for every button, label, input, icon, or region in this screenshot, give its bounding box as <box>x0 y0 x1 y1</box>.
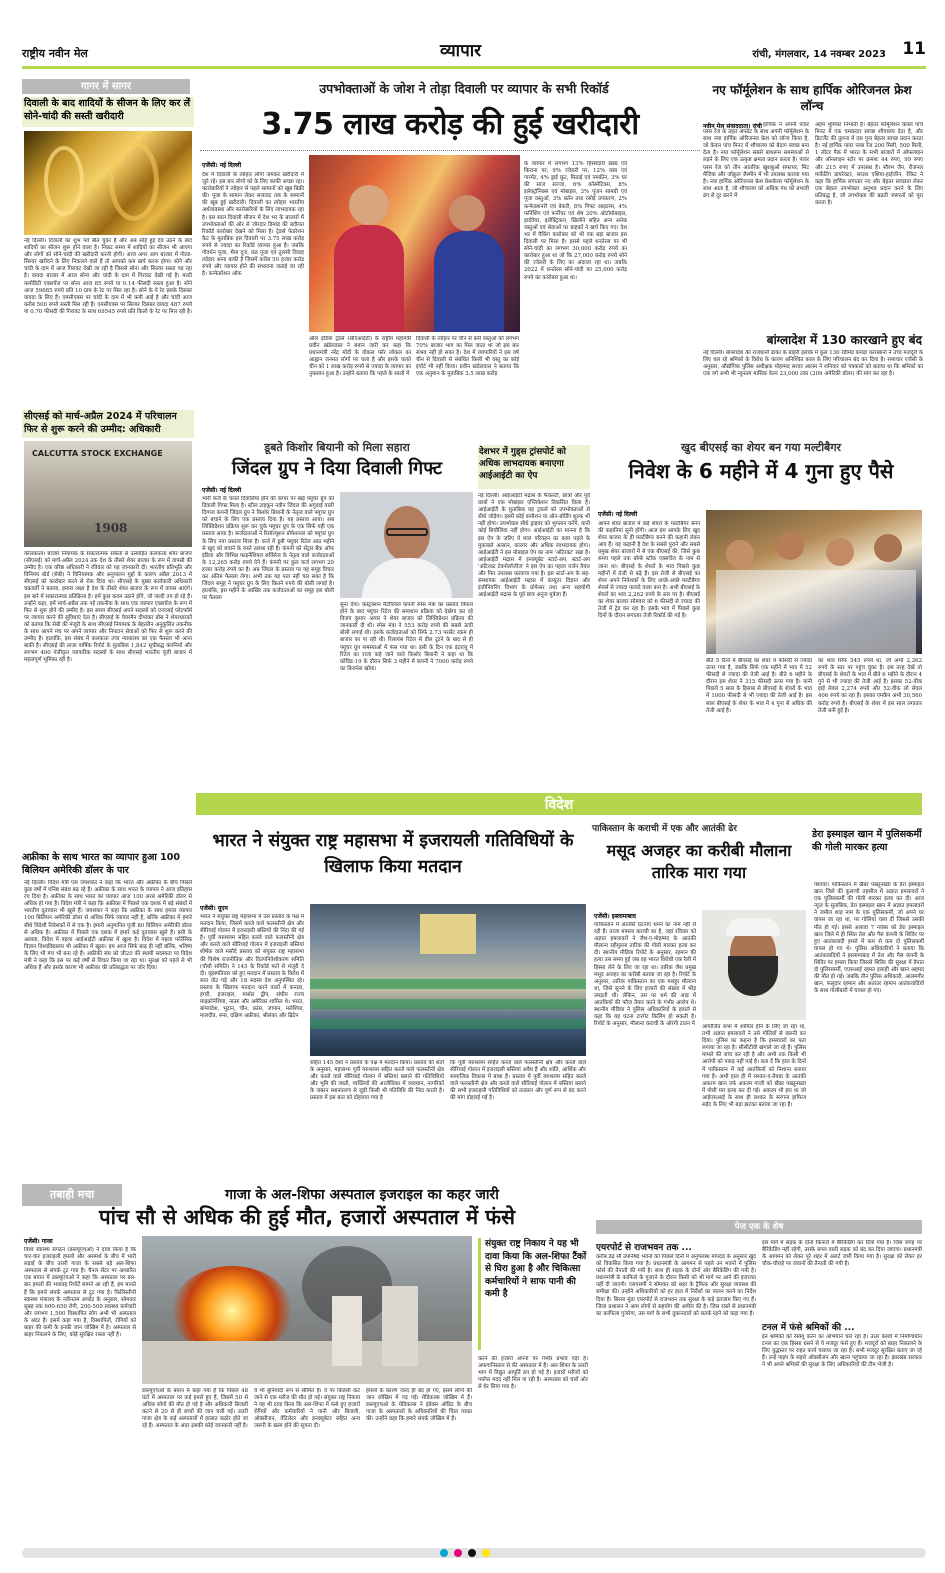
main-col-4: के व्यापार में लगभग 13% हिस्सेदारी खाद्य एवं किराना पर, 9% ज्वेलरी पर, 12% वस्त्र एवं गारमेंट, 4% ड्राई फ्रूट, मिठाई एवं नमकीन, 3% घर की साज सज्जा, 6% कॉस्मेटिक्स, 8% इलेक्ट्रॉनिक्स एवं मोबाइल, 3% पूजन सामग्री एवं पूजा वस्तुओं, 3% बर्तन तथा रसोई उपकरण, 2% कन्फेक्शनरी एवं बेकरी, 8% गिफ्ट आइटम्स, 4% फर्निशिंग एवं फर्नीचर एवं शेष 20% ऑटोमोबाइल, हार्डवेयर, इलेक्ट्रिकल, खिलौने सहित अन्य अनेक वस्तुओं एवं सेवाओं पर ग्राहकों ने खर्च किए गए। देश भर में पैकिंग कारोबार को भी एक बड़ा बाजार इस दिवाली पर मिला है। इससे पहले धनतेरस पर भी सोने-चांदी का लगभग 30,000 करोड़ रुपये का कारोबार हुआ था जो कि 27,000 करोड़ रुपये सोने की ज्वेलरी के लिए का अंदाजा रहा था। जबकि 2022 में धनतेरस सोने-चांदी का 25,000 करोड़ रुपये का कारोबार हुआ था। <box>524 161 627 281</box>
main-headline: 3.75 लाख करोड़ की हुई खरीदारी <box>261 107 639 142</box>
dera-body: पेशावर। पाकिस्तान में खैबर पख्तूनख्वा के डेरा इस्माइल खान जिले की कुलाची तहसील में अज्ञात हमलावरों ने एक पुलिसकर्मी की गोली मारकर हत्या कर दी। आज न्यूज के मुताबिक, डेरा इस्माइल खान में अज्ञात हमलावरों ने जमील शाह नाम के एक पुलिसकर्मी, जो अपने घर वापस जा रहा था, पर गोलियां चला दीं जिससे उसकी मौत हो गई। इससे अलावा 7 नवंबर को डेरा इस्माइल खान जिले में ही स्थित तेल और गैस कंपनी के शिविर पर हुए आतंकवादी हमले में कम से कम दो पुलिसकर्मी घायल हो गए थे। पुलिस अधिकारियों ने बताया कि आतंकवादियों ने इस्लामाबाद में तेल और गैस कंपनी के शिविर पर हमला किया जिससे शिविर की सुरक्षा में तैनात दो पुलिसकर्मी, एएसआई रहमत इलाही और खान अहमद की मौत हो गई। जबकि तीन पुलिस अधिकारी, आलमगीर खान, फलूदार रहमान और अताउर रहमान आतंकवादियों के साथ गोलीबारी में घायल हो गए। <box>814 882 924 995</box>
tabahi-tag: तबाही मचा <box>22 1184 122 1206</box>
bangladesh-body: नई दिल्ली। बांग्लादेश की राजधानी ढाका के बाहरी इलाके में कुल 130 रेडीमेड कपड़ा कारखानों ने उच्च मजदूरी के लिए चल रहे श्रमिकों के विरोध के कारण अनिश्चित काल के लिए परिचालन बंद कर दिया है। समाचार एजेंसी के अनुसार, औद्योगिक पुलिस अधीक्षक मोहम्मद सरवर आलम ने शनिवार को पत्रकारों को बताया था कि श्रमिकों का एक वर्ग अभी भी न्यूनतम मासिक वेतन 23,000 टका (209 अमेरिकी डॉलर) की मांग कर रहा है। <box>703 350 923 378</box>
gaza-title: पांच सौ से अधिक की हुई मौत, हजारों अस्पताल में फंसे <box>99 1205 515 1229</box>
goods-title: देशभर में गुड्स ट्रांसपोर्ट को अधिक लाभदायक बनाएगा आईआईटी का ऐप <box>478 445 590 489</box>
cse-sign-text: CALCUTTA STOCK EXCHANGE <box>32 449 163 458</box>
airport-story-title: एयरपोर्ट से राजभवन तक ... <box>596 1243 692 1253</box>
cse-story-body: कोलकाता। बाजार नियामक के सकारात्मक संकेतों से उत्साहित कलकत्ता शेयर बाजार (सीएसई) को मार्च-अप्रैल 2024 तक देश के तीसरे शेयर बाजार के रूप में वापसी की उम्मीद है। एक वरिष्ठ अधिकारी ने रविवार को यह जानकारी दी। भारतीय प्रतिभूति और विनिमय बोर्ड (सेबी) ने विनियामक और अनुपालन मुद्दों के कारण अप्रैल 2013 में सीएसई को कारोबार करने से रोक दिया था। सीएसई के मुख्य कार्यकारी अधिकारी चक्रवर्ती ने बताया, हमारा लक्ष्य है देश के तीसरे शेयर बाजार के रूप में वापस आएंगे। इस बारे में सकारात्मक प्रतिक्रिया है। हमें कुछ कदम उठाने होंगे, जो जल्दी तय हो रहे हैं। उन्होंने कहा, हमें मार्च-अप्रैल तक नई तकनीक के साथ एक व्यापार एक्सचेंज के रूप में फिर से शुरू होने की उम्मीद है। इस समय सीएसई अपने सदस्यों को एनएसई प्लेटफॉर्म पर व्यापार करने की सुविधाएं देता है। सीएसई के चेयरमैन दीपांकर बोस ने शेयरधारकों को बताया कि सेबी की मंजूरी के साथ सीएसई नियामक के बेहतरीन अनुकूलित तकनीक के साथ आपने मंच पर अपने व्यापार और निपटान सेवाओं को फिर से शुरू करने की उम्मीद है। हालांकि, इस संबंध में कलकत्ता उच्च न्यायालय का एक फैसला भी आना बाकी है। सीएसई की ताजा वार्षिक रिपोर्ट के मुताबिक 1,842 सूचीबद्ध कंपनियों और लगभग 400 पंजीकृत व्यापारिक सदस्यों के साथ सीएसई भारतीय पूंजी बाजार में महत्वपूर्ण भूमिका रही है। <box>24 551 192 664</box>
cyan-mark <box>440 1549 448 1557</box>
masood-tariq-photo <box>702 910 806 1020</box>
yellow-mark <box>482 1549 490 1557</box>
jindal-col-2: सुना देगा। कंस्ट्रक्शन मैटीरियल कंपनी स्पेस मंत्रा का प्रस्ताव विफल होने के बाद फ्यूचर रिटेल की समाधान प्रक्रिया को देखेगा कर रहे विजय कुमार अय्यर ने शेयर बाजार को लिक्विडेशन प्रक्रिया की जानकारी दी थी। स्पेस मंत्रा ने 553 करोड़ रुपये की सबसे ऊंची बोली लगाई थी। इसके कर्जदाताओं को सिर्फ 2.73 परसेंट रकम ही बाजार का पा रही थी। रिलायंस रिटेल से डील टूटने के बाद से ही फ्यूचर ग्रुप समस्याओं में फंस गया था। इसी के दिन एक इंटरव्यू में रिटेल का राजा कहे जाने वाले किशोर बियानी ने कहा था कि कोविड-19 के दौरान सिर्फ 3 महीने में कंपनी ने 7000 करोड़ रुपये का बिजनेस खोया। <box>340 602 473 672</box>
main-byline: एजेंसी। नई दिल्ली <box>202 162 242 169</box>
tunnel-story-title: टनल में फंसे श्रमिकों की ... <box>762 1323 855 1333</box>
bse-celebration-photo <box>706 510 922 654</box>
paper-name: राष्ट्रीय नवीन मेल <box>22 47 88 60</box>
bse-title: निवेश के 6 महीने में 4 गुना हुए पैसे <box>628 459 894 483</box>
shesh-tag: पेज एक के शेष <box>596 1220 922 1234</box>
gaza-explosion-photo <box>142 1236 472 1384</box>
gaza-pullquote: संयुक्त राष्ट्र निकाय ने यह भी दावा किया कि अल-शिफा टैंकों से घिरा हुआ है और चिकित्सा कर्मचारियों ने साफ पानी की कमी है <box>478 1238 588 1350</box>
jindal-col-1: भारी कर्ज के चलते दिवालिया होने की कगार पर खड़े फ्यूचर ग्रुप को दिवाली गिफ्ट मिला है। स्टील टाइकून नवीन जिंदल की अगुवाई वाली दिग्गज कंपनी जिंदल ग्रुप ने किशोर बियानी के नेतृत्व वाले फ्यूचर ग्रुप को बचाने के लिए एक प्रस्ताव दिया है। यह प्रस्ताव आया। अब लिक्विडेशन प्रक्रिया शुरू कर चुके फ्यूचर ग्रुप के एक सिर्फ यही एक प्रस्ताव आया है। कर्जदाताओं ने रिसॉल्यूशन प्रोफेशनल को फ्यूचर ग्रुप के लिए नया प्रस्ताव मिला है। कर्ज में डूबी फ्यूचर रिटेल आठ महीने से खुद को बचाने के रास्ते तलाश रही है। कंपनी को सेंट्रल बैंक ऑफ इंडिया और विभिन्न फाइनेंशियल सर्विसेज के नेतृत्व वाले कर्जदाताओं के 12,265 करोड़ रुपये देने हैं। कंपनी पर कुल कर्ज लगभग 20 हजार करोड़ रुपये का है। अब जिंदल के प्रस्ताव पर यह समूह विचार कर अंतिम फैसला लेगा। अभी तक यह पता नहीं चल सका है कि जिंदल समूह ने फ्यूचर ग्रुप के लिए कितने रुपये की बोली लगाई है। हालांकि, इस महीने के आखिर तक कर्जदाताओं का समूह इस बोली पर फैसला <box>202 496 334 602</box>
tunnel-story-body: इन श्रमिकों को रेस्क्यू करने का अभियान चल रहा है। उत्तर काशी में निर्माणाधीन टनल का एक हिस्सा धंसने से ये मजदूर फंसे हुए हैं। मजदूरों को बाहर निकालने के लिए युद्धस्तर पर राहत कार्य चलाया जा रहा है। सभी मजदूर सुरक्षित बताए जा रहे हैं। उन्हें पाइप के सहारे ऑक्सीजन और खाना पहुंचाया जा रहा है। झारखंड सरकार ने भी अपने श्रमिकों की सुरक्षा के लिए अधिकारियों की टीम भेजी है। <box>762 1334 922 1369</box>
bse-col-1: आपने शेयर बाजार में कई शेयरों के मल्टीबैगर बनने की कहानियां सुनी होंगी। आज हम आपके लिए खुद शेयर बाजार के ही मल्टीबैगर बनने की कहानी लेकर आए हैं। यह कहानी है देश के सबसे पुराने और सबसे प्रमुख शेयर बाजारों में से एक बीएसई की, जिसे कुछ समय पहले तक बॉम्बे स्टॉक एक्सचेंज के नाम से जाना था। बीएसई के शेयरों के भाव पिछले कुछ महीनों में तेजी से बढ़े हैं। इस तेजी से बीएसई का शेयर अपने निवेशकों के लिए अच्छे-अच्छे मल्टीबैगर शेयर्स से ज्यादा फायदे वाला बना है। अभी बीएसई के शेयरों का भाव 2,262 रुपये के स्तर पर है। बीएसई का शेयर बाजार सोमवार को 6 फीसदी से ज्यादा की तेजी में ट्रेड कर रहा है। इसके भाव में पिछले कुछ दिनों के दौरान लगातार तेजी रिकॉर्ड की गई है। <box>598 521 700 620</box>
bse-byline: एजेंसी। नई दिल्ली <box>598 511 638 518</box>
gaza-byline: एजेंसी। गाजा <box>24 1238 53 1245</box>
main-col-1: देश में दिवाली के त्योहार लोगों जमकर खरीदारी में जुटे रहे। इस बार लोगों को के लिए काफी अच्छा रहा। कारोबारियों ने त्योहार से पहले सामानों को खूब बिक्री की। पूजा के सामान लेकर सजावट तक के सामानों की खूब हुई खरीदारी। दिवाली का त्योहार भारतीय अर्थव्यवस्था और कारोबारियों के लिए लाभदायक रहा है। इस साल दिवाली सीजन में देश भर के बाजारों में उपभोक्ताओं की ओर से जोरदार डिमांड की बदौलत रिकॉर्ड कारोबार देखने को मिला है। ट्रेडर्स फेडरेशन कैट के मुताबिक इस दिवाली पर 3.75 लाख करोड़ रुपये से ज्यादा का रिकॉर्ड व्यापार हुआ है। जबकि गोवर्धन पूजा, भैया दूज, छठ पूजा एवं तुलसी विवाह त्योहार आना बाकी है जिसमें करीब 50 हजार करोड़ रुपये और व्यापार होने की संभावना जताई जा रही है। कन्फेडरेशन ऑफ <box>202 172 304 278</box>
un-col-3: कि पूर्वी यरुशलम सहित कब्जे वाले फलस्तीनी क्षेत्र और कब्जे वाले सीरियाई गोलान में इजराइली बस्तियां अवैध हैं और शांति, आर्थिक और सामाजिक विकास में बाधा हैं। प्रस्ताव में पूर्वी यरुशलम सहित कब्जे वाले फलस्तीनी क्षेत्र और कब्जे वाले सीरियाई गोलान में बस्तियां बसाने की सभी इजराइली गतिविधियों को तत्काल और पूर्ण रूप से बंद करने की मांग दोहराई गई है। <box>450 1060 586 1102</box>
videsh-label: विदेश <box>544 797 574 813</box>
gagar-tag: गागर में सागर <box>22 79 190 94</box>
top-banner: उपभोक्ताओं के जोश ने तोड़ा दिवाली पर व्यापार के सभी रिकॉर्ड <box>319 81 609 96</box>
section-name: व्यापार <box>440 41 482 61</box>
harpic-col-2: अहम भूमिका निभाती है। बेहतर फॉर्मूलेशन केवल पांच मिनट में एक चमकदार स्वच्छ शौचालय देता है, और डिटर्जेंट की तुलना में दस गुना बेहतर स्वच्छ प्रदान करता है। नई हार्पिक पावर प्लस रेंज 200 मिली, 500 मिली, 1 लीटर पैक में भारत के सभी बाजारों में ऑफलाइन और ऑनलाइन स्टोर पर क्रमशः 44 रुपए, 99 रुपए और 215 रुपए में उपलब्ध है। सौरभ जैन, रीजनल मार्केटिंग डायरेक्टर, साउथ एशिया-हाईजीन, रेकिट ने कहा कि हार्पिक लगातार नए और बेहतर स्वच्छता लेकर एक बेहतर उपभोक्ता अनुभव प्रदान करने के लिए प्रतिबद्ध है, जो उपभोक्ता की बढ़ती जरूरतों को पूरा करता है। <box>815 122 923 207</box>
jindal-title: जिंदल ग्रुप ने दिया दिवाली गिफ्ट <box>231 458 443 479</box>
black-mark <box>468 1549 476 1557</box>
registration-marks <box>440 1548 500 1558</box>
goods-body: नई दिल्ली। आईआईटी मद्रास के फैकल्टी, छात्रों और पूर्व छात्रों ने एक मोबाइल एप्लिकेशन विकसित किया है। आईआईटी के मुताबिक यह ट्रकर्स को उपभोक्ताओं से सीधे जोड़ेगा। इसमें कोई कमीशन या ऑन-बोर्डिंग शुल्क भी नहीं होगा। उपभोक्ता सीधे ड्राइवर को भुगतान करेंगे, यानी कोई बिचौलिया नहीं होगा। आईआईटी का मानना है कि इस ऐप के ज़रिए ये माल परिवहन का काम पहले के मुकाबले आसान, कारगर और अधिक लाभदायक होगा। आईआईटी ने इस मोबाइल ऐप का नाम 'अंटिरक्ट' रखा है। आईआईटी मद्रास में इनक्यूबेट स्टार्ट-अप, स्टार्ट-अप 'अंटिरक्ट टेक्नोलॉजीज' ने इस ऐप का पहला वर्जन तैयार और फिर उपलब्ध करवाया गया है। इस स्टार्ट-अप के सह-संस्थापक आईआईटी मद्रास में कंप्यूटर विज्ञान और इंजीनियरिंग विभाग के प्रोफेसर तथा अन्य सहयोगी आईआईटी मद्रास के पूर्व छात्र अनुज मुत्रेजा हैं। <box>478 493 590 599</box>
gaza-col-2: डब्ल्यूएचओ के बयान में कहा गया है कि पिछले 48 घंटों में अस्पताल पर कई हमले हुए हैं, जिसमें 50 से अधिक लोगों की मौत हो गई है और अधिकारी बिजली कटने से 20 से ही बच्चों की जान चली गई। उत्तरी गाजा क्षेत्र के कई अस्पतालों में हालात कठोर होते जा रहे हैं। अस्पताल के अंदर इसकी कोई जानकारी नहीं है। <box>142 1388 248 1430</box>
airport-story-body: करीब डेढ़ सौ उपनिषद भवनों को पिछले दिनों में अनुपलब्ध मापदंड के अनुसार खुद को विकसित किया गया है। प्रधानमंत्री के आगमन से पहले उन भवनों में पुलिस फोर्स की तैनाती की गयी है। साथ ही सड़क के दोनों ओर बैरिकेडिंग की गयी है। प्रधानमंत्री के काफिले के गुजरने के दौरान किसी को भी मार्ग पर आने की इजाजत नहीं दी जाएगी। एसएसपी ने सोमवार को शहर के ट्रैफिक और सुरक्षा व्यवस्था की समीक्षा की। उन्होंने अधिकारियों को हर हाल में निर्देशों का पालन करने का निर्देश दिया है। बिरसा मुंडा एयरपोर्ट से राजभवन तक सुरक्षा के कड़े इंतजाम किए गए हैं। जिला प्रशासन ने आम लोगों से सहयोग की अपील की है। जिस रास्ते से प्रधानमंत्री का काफिला गुजरेगा, उस मार्ग के सभी दुकानदारों को सतर्क रहने को कहा गया है। <box>596 1254 756 1317</box>
gaza-col-4: हमलों के कारण जल्द ही बंद हो गए, इसमें लोगों की जान जोखिम में पड़ गई। मेडिकल्स जोखिम में हैं। डब्ल्यूएचओ के मेडिकल्स ने इंडेक्स ऑडिट के बीच गाजा के अस्पतालों के अधिकारियों की चिंता व्यक्त की। उन्होंने कहा कि हमारे संपर्क जोखिम में हैं। <box>366 1388 472 1423</box>
bse-col-3: का भाव सिर्फ 545 रुपये था, जो अभी 2,262 रुपये के स्तर पर पहुंच चुका है। इस तरह देखें तो बीएसई के शेयरों के भाव में बीते 6 महीने के दौरान 4 गुने से भी ज्यादा की तेजी आई है। इसका 52-वीक हाई लेवल 2,274 रुपये और 52-वीक लो लेवल 406 रुपये का रहा है। इसका एमकैप अभी 30,560 करोड़ रुपये है। बीएसई के शेयर में इस साल लगातार तेजी बनी हुई है। <box>818 658 922 714</box>
dera-title: डेरा इस्माइल खान में पुलिसकर्मी की गोली मारकर हत्या <box>812 829 922 853</box>
cse-story-title: सीएसई को मार्च-अप्रैल 2024 में परिचालन फिर से शुरू करने की उम्मीद: अधिकारी <box>22 410 194 438</box>
gold-jewellery-photo <box>24 131 192 235</box>
jindal-kicker: डूबते किशोर बियानी को मिला सहारा <box>264 441 410 454</box>
harpic-title: नए फॉर्मूलेशन के साथ हार्पिक ओरिजनल फ्रेश लॉन्च <box>712 83 912 113</box>
pak-col-2: आयोजित सभा में शामिल होने के लिए जा रहा था, तभी अज्ञात हमलावरों ने उसे गोलियों से छलनी कर दिया। पुलिस का कहना है कि हमलावरों का पता लगाया जा रहा है। सीसीटीवी खंगाले जा रहे हैं। पुलिस मामले की जांच कर रही है और अभी तक किसी भी आरोपी को पकड़ नहीं पाई है। बता दें कि हाल के दिनों में पाकिस्तान में कई आतंकियों को निशाना बनाया गया है। अभी हाल ही में लश्कर-ए-तैयबा के आतंकी अकरम खान उर्फ अकरम गाजी को खैबर पख्तूनख्वा में गोली मार हत्या कर दी गई। अकरम भी हरा था जो आईएसआई के साथ ही लश्कर के सरगना हाफिज सईद के लिए भी बड़ा झटका बताया जा रहा है। <box>702 1024 806 1109</box>
un-col-1: भारत ने संयुक्त राष्ट्र महासभा में उस प्रस्ताव के पक्ष में मतदान किया, जिसमें कब्जे वाले फलस्तीनी क्षेत्र और सीरियाई गोलान में इजराइली बस्तियों की निंदा की गई है। पूर्वी यरुशलम सहित कब्जे वाले फलस्तीनी क्षेत्र और कब्जे वाले सीरियाई गोलान में इजराइली बस्तियां शीर्षक वाले मसौदे प्रस्ताव को संयुक्त राष्ट्र महासभा की विशेष राजनीतिक और विउपनिवेशीकरण समिति (चौथी समिति) ने 145 के रिकॉर्ड मतों से मंजूरी दे दी। वृहस्पतिवार को हुए मतदान में प्रस्ताव के विरोध में सात वोट पड़े और 18 सदस्य देश अनुपस्थित रहे। प्रस्ताव के खिलाफ मतदान करने वालों में कनाडा, हंगरी, इजराइल, मार्शल द्वीप, संघीय राज्य माइक्रोनेशिया, नाउरु और अमेरिका शामिल थे। भारत, बांग्लादेश, भूटान, चीन, फ्रांस, जापान, मलेशिया, मालदीव, रूस, दक्षिण अफ्रीका, श्रीलंका और ब्रिटेन <box>200 914 304 1020</box>
harpic-col-1: हार्पिक ने अपनी पावर प्लस रेंज के तहत अपडेट के साथ अपनी फॉर्मूलेशन के साथ नया हार्पिक ओरिजनल फ्रेश को लॉन्च किया है, जो केवल पांच मिनट में शौचालय को बेदाग स्वच्छ बना देता है। नया फॉर्मूलेशन सबसे बाथरूम समस्याओं से लड़ने के लिए एक उत्कृष्ट क्षमता प्रदान करता है। पावर प्लस रेंज को तीन आंतरिक खुशबुओं सफायर, मिंट मैजिक और जॉफ्रुल जैस्मीन में भी उपलब्ध कराया गया है। नया हार्पिक ओरिजनल फ्रेश फ्रेशकेयर फॉर्मूलेशन के साथ आता है, जो शौचालय को अधिक गंध को प्रभावी ढंग से दूर करने में <box>703 122 809 199</box>
main-col-2: ऑल इंडिया ट्रेडर्स (सीएआईटी) के राष्ट्रीय महामंत्री प्रवीन खंडेलवाल ने बयान जारी कर कहा कि प्रधानमंत्री नरेंद्र मोदी के वोकल फॉर लोकल का आह्वान जनमत लोगों पर चला है और इसके चलते चीन को 1 लाख करोड़ रुपये से ज्यादा के व्यापार का नुकसान हुआ है। उन्होंने बताया कि पहले के सालों में <box>309 336 411 378</box>
africa-story-title: अफ्रीका के साथ भारत का व्यापार हुआ 100 बिलियन अमेरिकी डॉलर के पार <box>22 852 180 876</box>
gaza-col-3: वे भी बुनियादी रूप से सीमित हैं। वे पर बिजली कट जाने से एक मरीज की मौत हो गई। संयुक्त राष्ट्र निकाय ने यह भी दावा किया कि अल-शिफा में फंसे हुए हजारों रोगियों और कर्मचारियों ने पानी और बिजली, ऑक्सीजन, वेंटिलेटर और इनक्यूबेटर सहित अन्य जरूरी के खत्म होने की सूचना दी। <box>254 1388 360 1430</box>
gaza-kicker: गाजा के अल-शिफा अस्पताल इजराइल का कहर जारी <box>225 1187 499 1203</box>
gaza-col-5: करने की हजारों अपनों पर गंभीर प्रभाव पड़ा है। अफगानिस्तान से की अस्पताल में हैं। अल-शिफा के उत्तरी भाग में विद्युत आपूर्ति ठप हो गई है। हजारों मरीजों को पर्याप्त मदद नहीं मिल पा रही है। अस्पताल को चारों ओर से घेर लिया गया है। <box>478 1356 588 1391</box>
un-col-2: सहित 145 देशों ने प्रस्ताव के पक्ष में मतदान किया। प्रस्ताव की शर्तों के अनुसार, महासभा पूर्वी यरुशलम सहित कब्जे वाले फलस्तीनी क्षेत्र और कब्जे वाले सीरियाई गोलान में बस्तियां बसाने की गतिविधियों और भूमि की जब्ती, व्यक्तियों की आजीविका में व्यवधान, नागरिकों के जबरन स्थानांतरण से जुड़ी किसी भी गतिविधि की निंदा करती है। प्रस्ताव में इस बात को दोहराया गया है <box>310 1060 444 1102</box>
jindal-byline: एजेंसी। नई दिल्ली <box>202 487 242 494</box>
gaza-col-1: विश्व स्वास्थ्य संगठन (डब्ल्यूएचओ) ने दावा किया है कि चार-चार इजराइली हमलों और असमर्थ के बीच में भारी लड़ाई के बीच उत्तरी गाजा के सबसे बड़े अल-शिफा अस्पताल से संपर्क टूट गया है। चैनल सेंटर पर आधारित एक बयान में डब्ल्यूएचओ ने कहा कि अस्पताल पर बार-बार हमलों की भयावह रिपोर्टें सामने आ रही हैं, हम मानते हैं कि हमारे संपर्क अस्पताल से टूट गया है। फिलिस्तीनी स्वास्थ्य मंत्रालय के नवीनतम अपडेट के अनुसार, सोमवार सुबह तक 600-650 रोगी, 200-500 स्वास्थ्य कर्मचारी और लगभग 1,500 विस्थापित लोग अभी भी अस्पताल के अंदर हैं। इसमें कहा गया है, विस्थापितों, रोगियों को बाहर की कमी के इनकी जान जोखिम में है। अस्पताल से बाहर निकलने के लिए, कोई सुरक्षित रास्ता नहीं है। <box>24 1247 136 1339</box>
gold-story-body: नई दिल्ली। दिवाली का शुभ पर्व बीत चुका है और अब सोई हुई देव उठने के बाद शादियों का सीजन शुरू होने वाला है। निकट समय में शादियों का सीजन भी आएगा और लोगों को सोने-चांदी की खरीदारी करनी होगी। आज अगर आप बाजार में गोल्ड-सिल्वर खरीदने के लिए निकलने वाले हैं तो आपको कम खर्च करना होगा। सोने और चांदी के दाम में आज गिरावट देखी जा रही है जिससे सोना और सिल्वर सस्ता पड़ रहा है। वायदा बाजार में आज सोना और चांदी के दाम में गिरावट देखी गई है। मल्टी कमोडिटी एक्सचेंज पर सोना आज 85 रुपये या 0.14 फीसदी सस्ता हुआ है। सोने आज 59685 रुपये प्रति 10 ग्राम के रेट पर मिल रहा है। सोने के ये रेट इसके दिसंबर वायदा के लिए हैं। एमसीएक्स पर चांदी के दाम में भी कमी आई है और चांदी आज करीब 500 रुपये सस्ती मिल रही है। एमसीएक्स पर सिल्वर दिसंबर वायदा 487 रुपये या 0.70 फीसदी की गिरावट के साथ 69545 रुपये प्रति किलो के रेट पर मिल रही है। <box>24 238 192 315</box>
cse-year-text: 1908 <box>94 521 128 535</box>
bangladesh-title: बांग्लादेश में 130 कारखाने हुए बंद <box>766 333 922 347</box>
un-byline: एजेंसी। यूएन <box>200 905 228 912</box>
magenta-mark <box>454 1549 462 1557</box>
gold-story-title: दिवाली के बाद शादियों के सीजन के लिए कर लें सोने-चांदी की सस्ती खरीदारी <box>22 97 194 127</box>
un-assembly-photo <box>310 904 586 1056</box>
un-title: भारत ने संयुक्त राष्ट्र महासभा में इजरायली गतिविधियों के खिलाफ किया मतदान <box>212 831 574 877</box>
masthead <box>22 34 926 68</box>
bse-kicker: खुद बीएसई का शेयर बन गया मल्टीबैगर <box>680 441 842 454</box>
main-col-3: दिवाली के त्योहार पर चीन से बनी वस्तुओं को लगभग 70% बाजार भाग का मिल जाता था जो इस बार संभव नहीं हो सका है। देश में व्यापारियों ने इस वर्ष चीन से दिवाली से संबंधित किसी भी वस्तु का कोई इंपोर्ट भी नहीं किया। प्रवीन खंडेलवाल ने बताया कि एक अनुमान के मुताबिक 3.5 लाख करोड़ <box>416 336 519 378</box>
kishore-biyani-photo <box>340 492 473 598</box>
harpic-byline: नवीन मेल संवाददाता। रांची <box>703 123 762 130</box>
pak-kicker: पाकिस्तान के कराची में एक और आतंकी ढेर <box>592 824 737 834</box>
bse-col-2: बीते 5 दिनों में बीएसई का शेयर 9 फीसदी से ज्यादा ऊपर गया है, जबकि सिर्फ एक महीने में भाव में 52 फीसदी से ज्यादा की तेजी आई है। बीते 6 महीने के दौरान इस शेयर ने 315 फीसदी ऊपर गया है। यानी पिछले 5 साल के हिसाब से बीएसई के शेयरों के भाव में 1000 फीसदी से भी ज्यादा की तेजी आई है। इस साल बीएसई के शेयर के भाव में 4 गुना से अधिक की तेजी आई है। <box>706 658 812 714</box>
pak-byline: एजेंसी। इस्लामाबाद <box>594 913 636 920</box>
page-number: 11 <box>902 39 926 59</box>
airport-story-col2: इस मार्ग में सड़क के दोनों किनारों में बैरिकेडिंग कर दिया गया है। जिस जगह पर बैरिकेडिंग नहीं रहेगी, उसके बगल वाली सड़क को बंद कर दिया जाएगा। प्रधानमंत्री के आगमन को लेकर पूरे शहर में अलर्ट जारी किया गया है। सुरक्षा को लेकर हर चौक-चौराहे पर जवानों की तैनाती की गयी है। <box>762 1240 922 1268</box>
africa-story-body: नई दिल्ली। विदेश मंत्री एस जयशंकर ने कहा कि भारत और अफ्रीका के बीच पिछले कुछ वर्षों में घनिष्ठ संबंध बढ़ रहे हैं। अफ्रीका के साथ भारत के व्यापार ने आज इतिहास रच दिया है। अफ्रीका के साथ भारत का व्यापार आज 100 अरब अमेरिकी डॉलर से अधिक हो गया है। विदेश मंत्री ने कहा कि अफ्रीका में पिछले एक दशक में बड़े संबंधों में भारतीय दूतावास भी खुले हैं। जयशंकर ने कहा कि अफ्रीका के साथ हमारा व्यापार 100 बिलियन अमेरिकी डॉलर से अधिक सिर्फ व्यापार नहीं है, बल्कि अफ्रीका में हमारे सीधे विदेशी निवेशकों में से एक है। हमारी अनुमानित पूंजी 80 बिलियन अमेरिकी डॉलर से अधिक है। अफ्रीका में पिछले एक दशक में हमारे कई दूतावास खुले हैं। इसी के अलावा, विदेश में पहला आईआईटी अफ्रीका में खुला है। विदेश में पहला फोरेंसिक विज्ञान विश्वविद्यालय भी अफ्रीका में खुला। हम आज सिर्फ बाढ़ ही नहीं बल्कि, भविष्य के लिए भी मंच भी बना रहे हैं। अफ्रीकी संघ को जी20 की स्थायी सदस्यता पर विदेश मंत्री ने कहा कि इस पर कई वर्षों से विचार किया जा रहा था। सुरक्षा को पहले से भी अधिक हैं और इसके कारण भी अफ्रीका की प्रतिबद्धता पर जोर दिया। <box>24 880 192 972</box>
main-headline-rule <box>200 150 700 151</box>
pak-title: मसूद अजहर का करीबी मौलाना तारिक मारा गया <box>606 841 792 882</box>
dateline: रांची, मंगलवार, 14 नवम्बर 2023 <box>752 49 886 60</box>
cse-building-photo <box>24 441 192 547</box>
shopping-photo <box>309 155 520 332</box>
masthead-rule <box>22 66 926 69</box>
pak-col-1: पाकिस्तान में आतंकी घटनाएं थमने का नाम नहीं ले रही हैं। ताजा मामला कराची का है, जहां रविवार को अज्ञात हमलावरों ने जैश-ए-मोहम्मद के आतंकी मौलाना रहीमुल्ला तारिक की गोली मारकर हत्या कर दी। स्थानीय मीडिया रिपोर्ट के अनुसार, रहमान की हत्या उस समय हुई जब वह भारत विरोधी एक रैली में हिस्सा लेने के लिए जा रहा था। तारिक जैश प्रमुख मसूद अजहर का करीबी बताया जा रहा है। रिपोर्ट के अनुसार, तारिक पाकिस्तान का एक मशहूर मौलाना था, जिसे सुनने के लिए हजारों की संख्या में भीड़ उमड़ती थी। लेकिन, उस पर धर्म की आड़ में आतंकियों की फौज तैयार करने के गंभीर आरोप थे। स्थानीय मीडिया ने पुलिस अधिकारियों के हवाले से कहा कि यह घटना टारगेट किलिंग हो सकती है। रिपोर्ट के अनुसार, मौलाना कराची के ओरंगी टाउन में <box>594 922 696 1028</box>
